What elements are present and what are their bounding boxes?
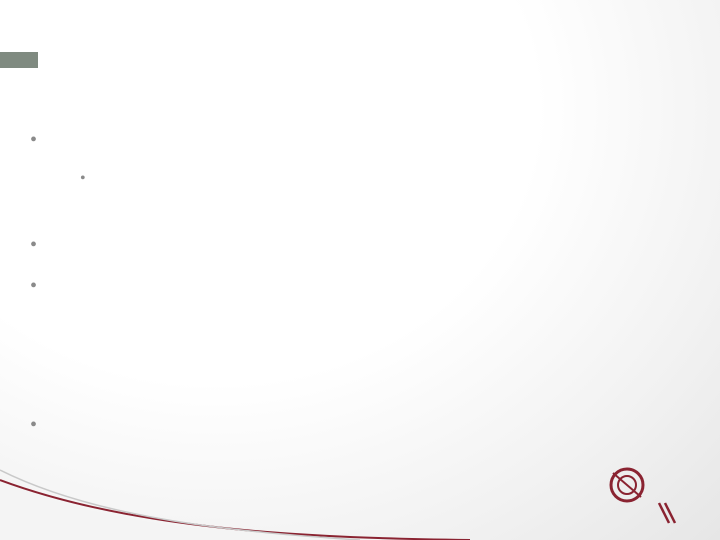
bullet-dot-icon: • — [30, 414, 38, 436]
bullet-dot-icon: • — [30, 275, 38, 297]
orlando-health-logo-icon — [565, 463, 690, 528]
bullet-dot-icon: • — [80, 170, 86, 187]
bullet-dot-icon: • — [30, 129, 38, 151]
bullet-dot-icon: • — [30, 234, 38, 256]
